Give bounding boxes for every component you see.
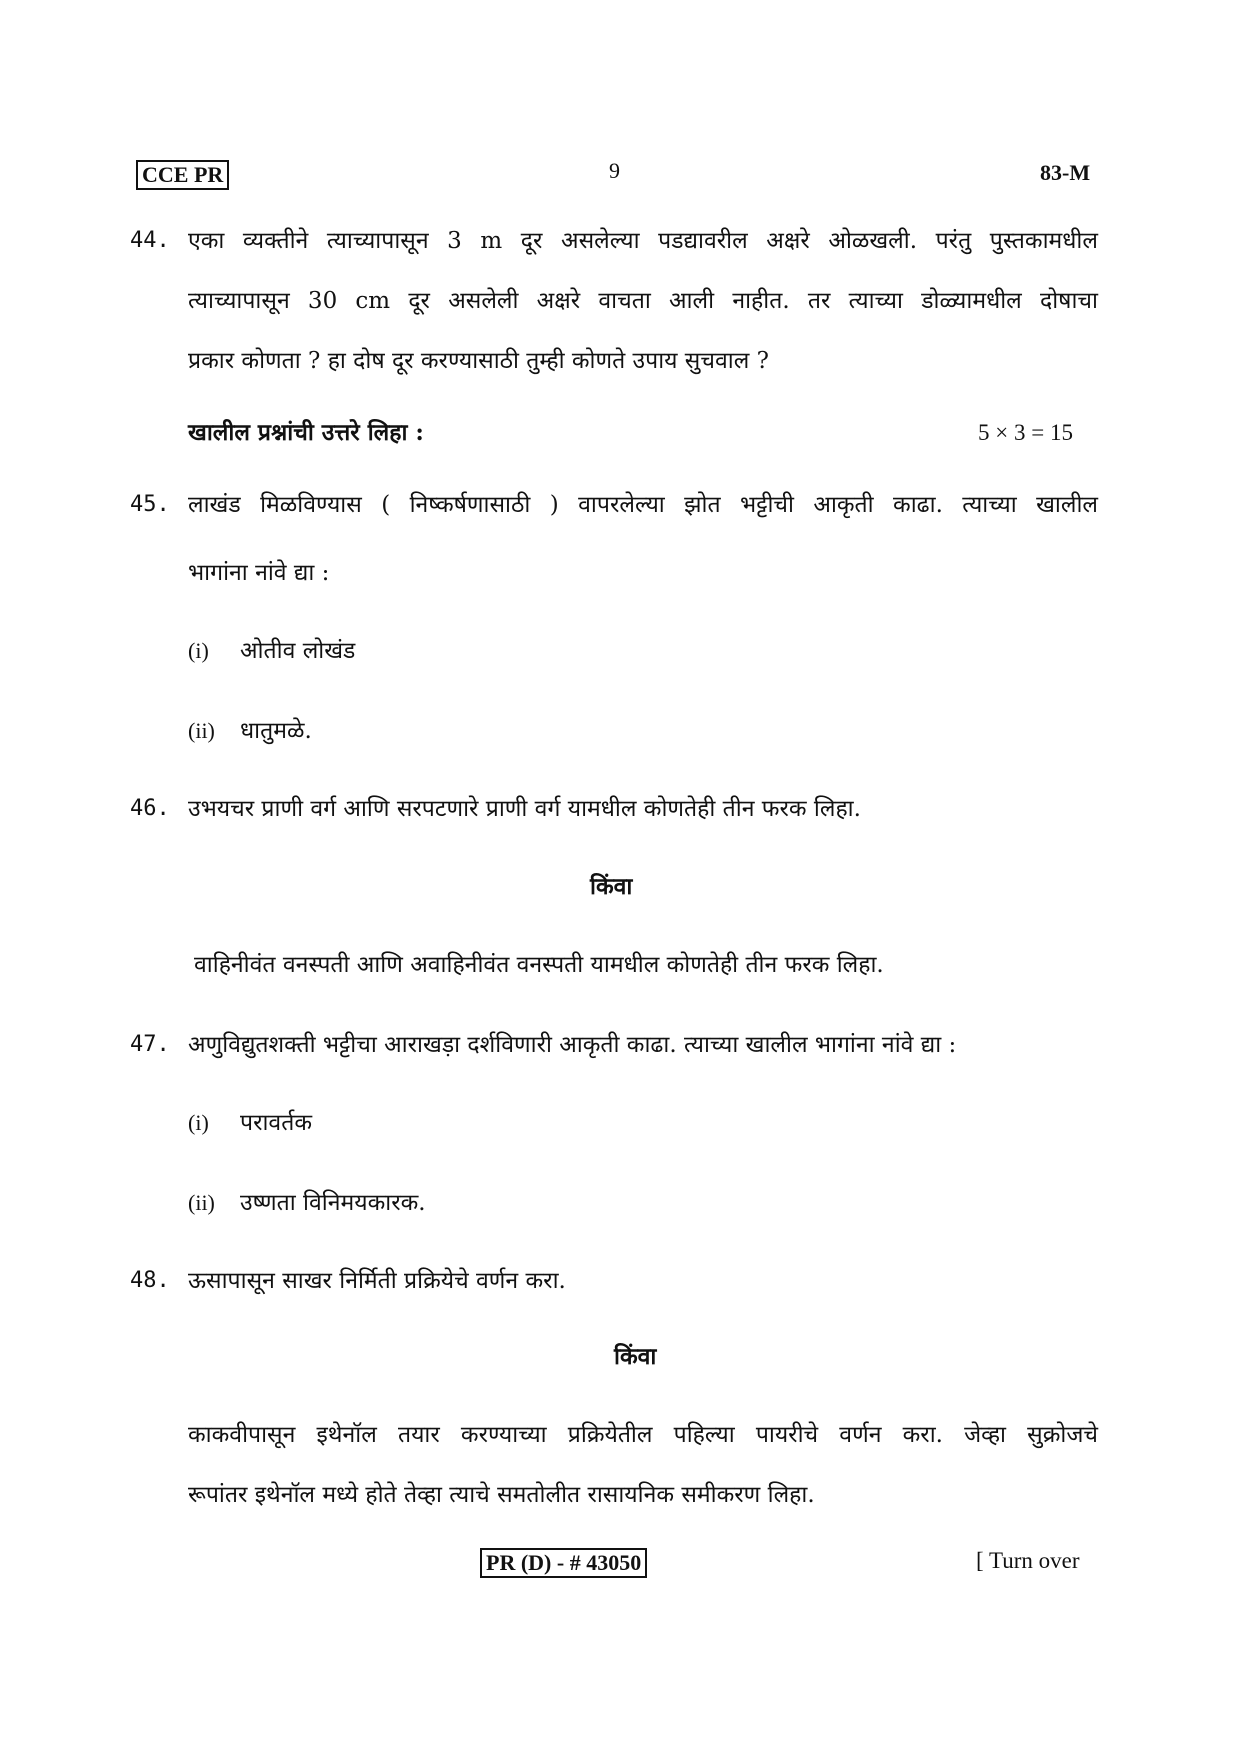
question-number-44: 44. xyxy=(130,228,170,253)
turn-over-label: [ Turn over xyxy=(976,1548,1080,1573)
question-48-alternative-line-2: रूपांतर इथेनॉल मध्ये होते तेव्हा त्याचे समतोलीत रासायनिक समीकरण लिहा. xyxy=(188,1482,815,1508)
question-47-text: अणुविद्युतशक्ती भट्टीचा आराखड़ा दर्शविणारी आकृती काढा. त्याच्या खालील भागांना नांवे द्या : xyxy=(188,1032,957,1058)
or-divider-46: किंवा xyxy=(590,873,633,900)
section-marks: 5 × 3 = 15 xyxy=(978,420,1073,445)
question-47-sub-i xyxy=(188,1108,312,1138)
question-48-alternative-line-1: काकवीपासून इथेनॉल तयार करण्याच्या प्रक्रियेतील पहिल्या पायरीचे वर्णन करा. जेव्हा सुक्रोजचे xyxy=(188,1422,1098,1448)
sub-text: उष्णता विनिमयकारक. xyxy=(240,1190,426,1216)
or-divider-48: किंवा xyxy=(614,1343,657,1370)
section-instruction: खालील प्रश्नांची उत्तरे लिहा : xyxy=(188,419,424,446)
page-number: 9 xyxy=(609,158,620,183)
sub-text: ओतीव लोखंड xyxy=(240,638,356,664)
question-46-text: उभयचर प्राणी वर्ग आणि सरपटणारे प्राणी वर्ग यामधील कोणतेही तीन फरक लिहा. xyxy=(188,796,861,822)
sub-label: (i) xyxy=(188,1110,209,1135)
question-45-line-1: लाखंड मिळविण्यास ( निष्कर्षणासाठी ) वापरलेल्या झोत भट्टीची आकृती काढा. त्याच्या खालील xyxy=(188,492,1098,518)
question-45-sub-ii xyxy=(188,716,312,746)
sub-label: (ii) xyxy=(188,718,215,743)
paper-code-box: CCE PR xyxy=(136,160,229,190)
question-paper-code: 83-M xyxy=(1040,160,1091,185)
question-46-alternative: वाहिनीवंत वनस्पती आणि अवाहिनीवंत वनस्पती यामधील कोणतेही तीन फरक लिहा. xyxy=(194,952,884,978)
sub-label: (i) xyxy=(188,638,209,663)
sub-label: (ii) xyxy=(188,1190,215,1215)
question-number-47: 47. xyxy=(130,1032,170,1057)
sub-text: परावर्तक xyxy=(240,1110,312,1136)
question-47-sub-ii xyxy=(188,1188,426,1218)
question-number-46: 46. xyxy=(130,796,170,821)
question-number-48: 48. xyxy=(130,1268,170,1293)
question-number-45: 45. xyxy=(130,492,170,517)
sub-text: धातुमळे. xyxy=(240,718,312,744)
question-48-text: ऊसापासून साखर निर्मिती प्रक्रियेचे वर्णन करा. xyxy=(188,1268,566,1294)
footer-code-box: PR (D) - # 43050 xyxy=(480,1548,647,1578)
question-45-line-2: भागांना नांवे द्या : xyxy=(188,560,330,586)
question-44-line-3: प्रकार कोणता ? हा दोष दूर करण्यासाठी तुम्ही कोणते उपाय सुचवाल ? xyxy=(188,348,769,374)
question-44-line-2: त्याच्यापासून 30 cm दूर असलेली अक्षरे वाचता आली नाहीत. तर त्याच्या डोळ्यामधील दोषाचा xyxy=(188,288,1098,314)
question-44-line-1: एका व्यक्तीने त्याच्यापासून 3 m दूर असलेल्या पडद्यावरील अक्षरे ओळखली. परंतु पुस्तकामधील xyxy=(188,228,1098,254)
question-45-sub-i xyxy=(188,636,355,666)
